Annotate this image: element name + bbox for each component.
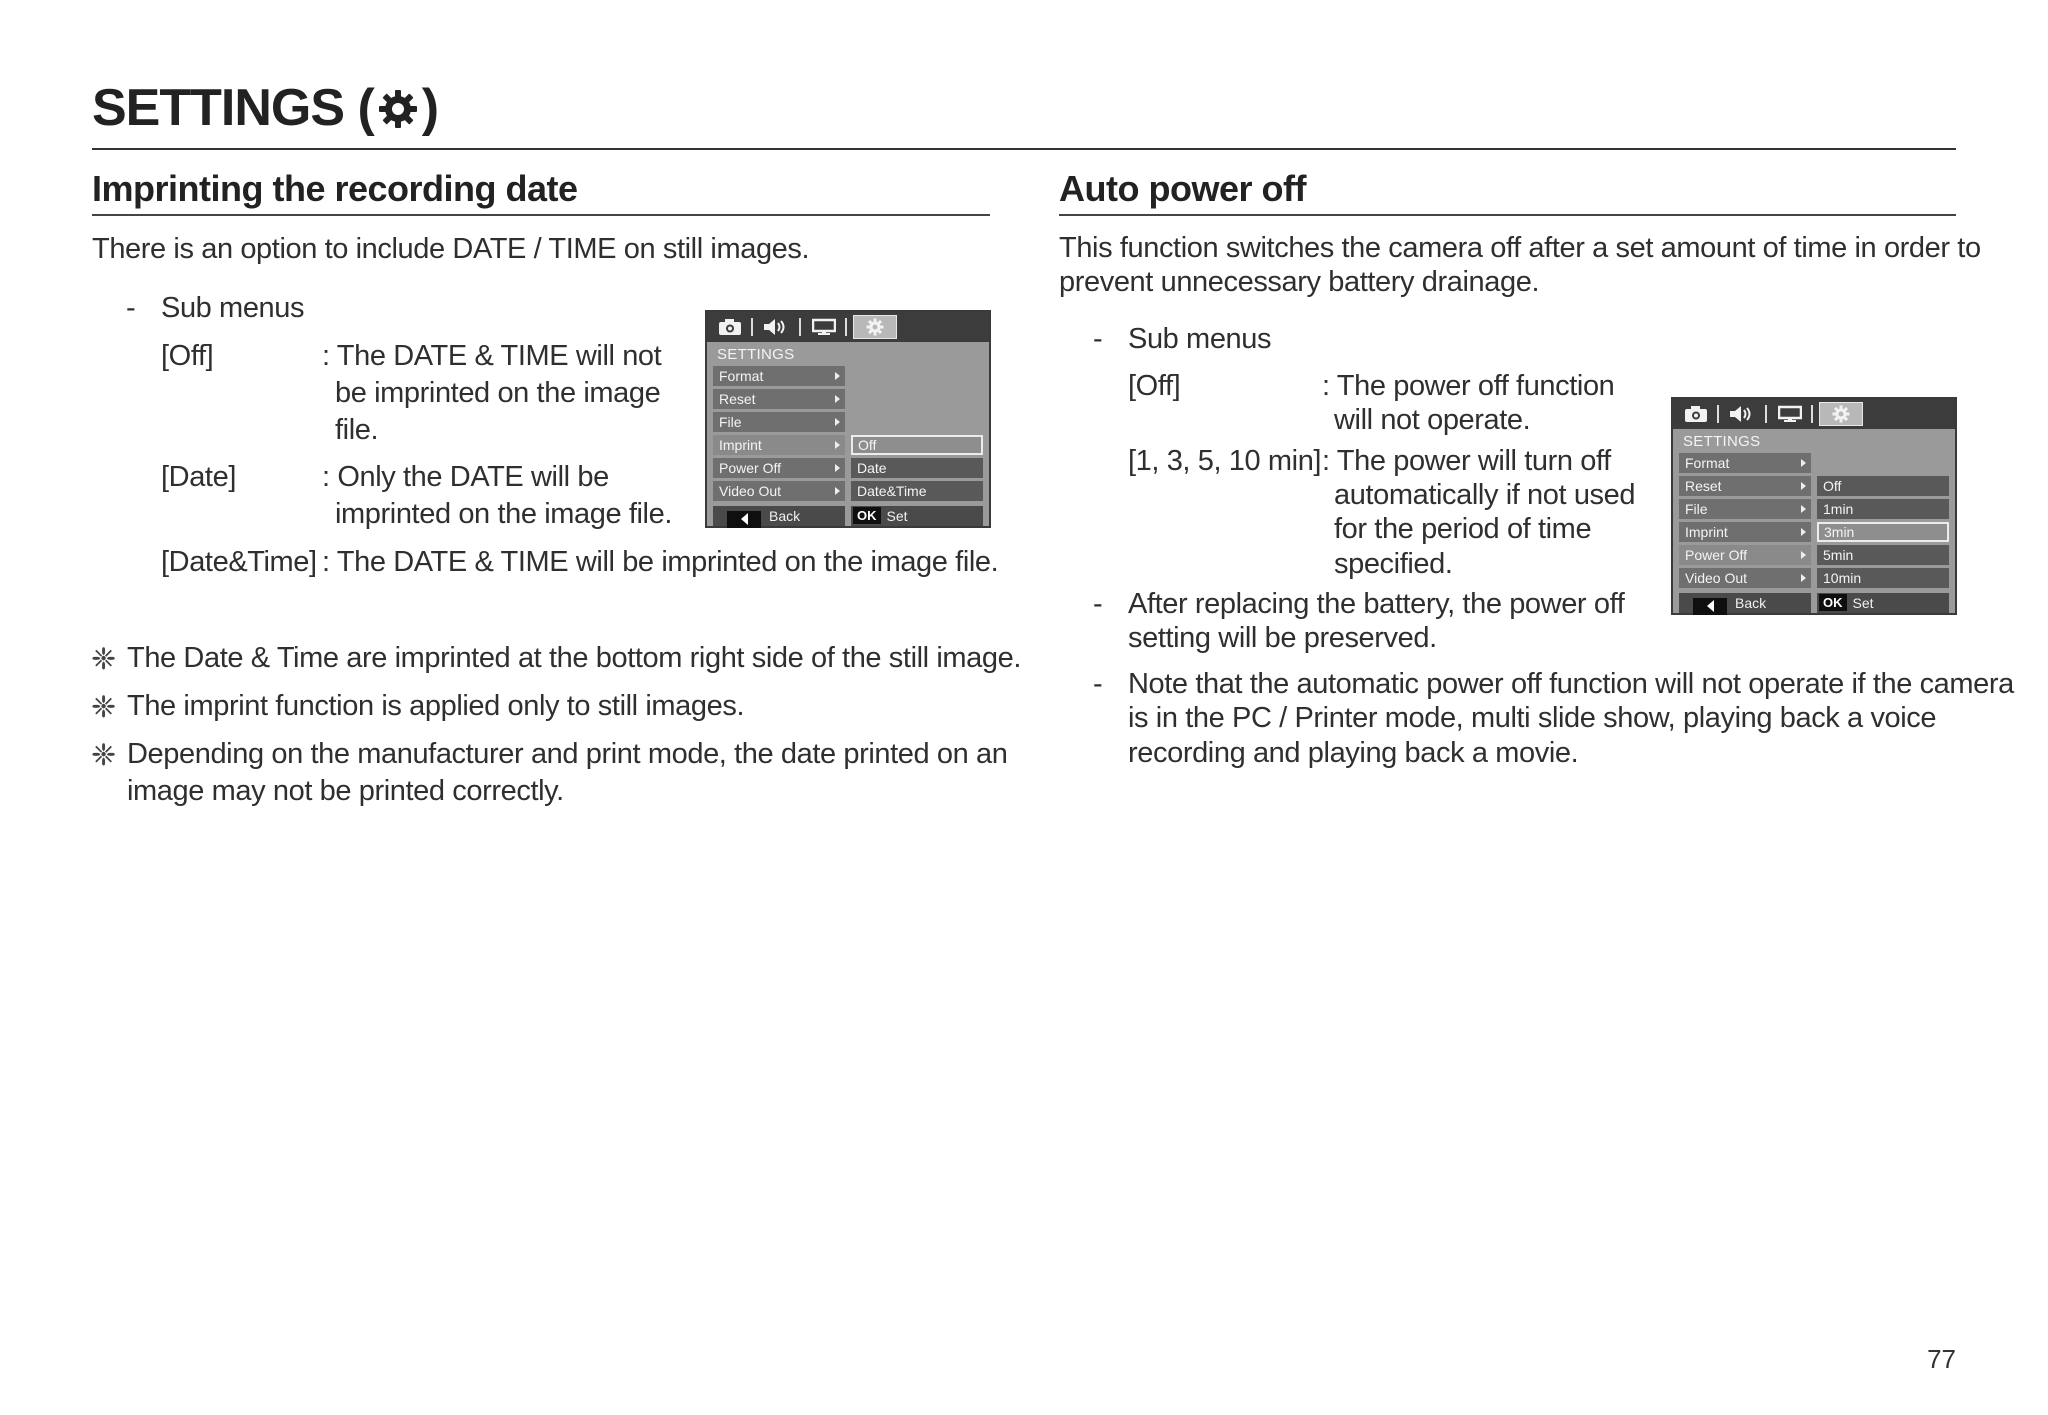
option-desc-date-1: : Only the DATE will be bbox=[322, 461, 609, 493]
tab-separator bbox=[751, 318, 753, 336]
note-1: The Date & Time are imprinted at the bottom right side of the still image. bbox=[127, 642, 1021, 674]
option-off[interactable]: Off bbox=[851, 435, 983, 455]
chevron-right-icon bbox=[1801, 551, 1806, 559]
sound-icon bbox=[1727, 402, 1757, 426]
menu-item-label: Format bbox=[719, 368, 764, 384]
back-label: Back bbox=[769, 508, 801, 524]
settings-gear-icon bbox=[376, 87, 420, 131]
menu-item-file[interactable] bbox=[713, 412, 845, 432]
submenus-dash: - bbox=[126, 292, 136, 324]
bullet-1-line1: After replacing the battery, the power off bbox=[1128, 588, 1625, 620]
power-option-desc-off-1: : The power off function bbox=[1322, 370, 1615, 402]
option-10min[interactable]: 10min bbox=[1817, 568, 1949, 588]
tab-separator bbox=[1717, 405, 1719, 423]
menu-item-power-off[interactable] bbox=[713, 458, 845, 478]
option-key-off: [Off] bbox=[161, 340, 214, 372]
title-divider bbox=[92, 148, 1956, 150]
note-mark-icon: ❈ bbox=[91, 739, 117, 772]
imprint-intro: There is an option to include DATE / TIME on still images. bbox=[92, 233, 810, 265]
ok-key: OK bbox=[1819, 594, 1847, 611]
menu-item-format[interactable] bbox=[1679, 453, 1811, 473]
chevron-right-icon bbox=[835, 418, 840, 426]
power-option-desc-min-4: specified. bbox=[1334, 548, 1453, 580]
chevron-right-icon bbox=[835, 464, 840, 472]
option-desc-date-2: imprinted on the image file. bbox=[335, 498, 672, 530]
power-option-desc-min-1: : The power will turn off bbox=[1322, 445, 1611, 477]
option-1min[interactable]: 1min bbox=[1817, 499, 1949, 519]
chevron-right-icon bbox=[1801, 459, 1806, 467]
submenus-dash: - bbox=[1093, 323, 1103, 355]
menu-item-label: Format bbox=[1685, 455, 1730, 471]
bullet-2-line1: Note that the automatic power off function will not operate if the camera bbox=[1128, 668, 2014, 700]
set-control[interactable] bbox=[851, 506, 983, 526]
menu-item-label: Reset bbox=[719, 391, 756, 407]
note-3-line1: Depending on the manufacturer and print mode, the date printed on an bbox=[127, 738, 1008, 770]
menu-item-label: Reset bbox=[1685, 478, 1722, 494]
option-desc-off-2: be imprinted on the image bbox=[335, 377, 661, 409]
imprint-heading: Imprinting the recording date bbox=[92, 168, 578, 209]
display-icon bbox=[809, 315, 839, 339]
bullet-1-line2: setting will be preserved. bbox=[1128, 622, 1437, 654]
bullet-dash: - bbox=[1093, 588, 1103, 620]
menu-item-label: Video Out bbox=[719, 483, 782, 499]
option-desc-off-1: : The DATE & TIME will not bbox=[322, 340, 662, 372]
left-arrow-icon bbox=[1693, 598, 1727, 615]
tab-separator bbox=[1811, 405, 1813, 423]
menu-item-imprint[interactable] bbox=[1679, 522, 1811, 542]
bullet-2-line2: is in the PC / Printer mode, multi slide show, playing back a voice bbox=[1128, 702, 1937, 734]
menu-item-label: Power Off bbox=[719, 460, 781, 476]
option-5min[interactable]: 5min bbox=[1817, 545, 1949, 565]
menu-item-format[interactable] bbox=[713, 366, 845, 386]
auto-power-off-heading: Auto power off bbox=[1059, 168, 1306, 209]
menu-item-label: Imprint bbox=[1685, 524, 1728, 540]
menu-item-reset[interactable] bbox=[1679, 476, 1811, 496]
submenus-label: Sub menus bbox=[1128, 323, 1272, 355]
menu-header: SETTINGS bbox=[1683, 433, 1761, 450]
imprint-heading-rule bbox=[92, 214, 990, 216]
menu-tab-bar bbox=[707, 312, 989, 342]
power-option-desc-min-3: for the period of time bbox=[1334, 513, 1592, 545]
auto-power-off-intro-2: prevent unnecessary battery drainage. bbox=[1059, 266, 1540, 298]
menu-item-label: File bbox=[719, 414, 742, 430]
menu-item-video-out[interactable] bbox=[1679, 568, 1811, 588]
option-date[interactable]: Date bbox=[851, 458, 983, 478]
camera-menu-screen-imprint bbox=[705, 310, 991, 528]
option-key-date: [Date] bbox=[161, 461, 236, 493]
page-title-suffix: ) bbox=[421, 79, 439, 137]
page-title bbox=[92, 78, 438, 138]
set-control[interactable] bbox=[1817, 593, 1949, 613]
menu-item-label: File bbox=[1685, 501, 1708, 517]
back-control[interactable] bbox=[713, 506, 845, 526]
chevron-right-icon bbox=[835, 441, 840, 449]
settings-gear-icon bbox=[1819, 402, 1863, 426]
auto-power-off-heading-rule bbox=[1059, 214, 1956, 216]
back-control[interactable] bbox=[1679, 593, 1811, 613]
page-title-prefix: SETTINGS ( bbox=[92, 79, 374, 137]
camera-icon bbox=[715, 315, 745, 339]
bullet-2-line3: recording and playing back a movie. bbox=[1128, 737, 1579, 769]
chevron-right-icon bbox=[1801, 574, 1806, 582]
submenus-label: Sub menus bbox=[161, 292, 305, 324]
sound-icon bbox=[761, 315, 791, 339]
option-desc-datetime: : The DATE & TIME will be imprinted on the image file. bbox=[322, 546, 999, 578]
note-3-line2: image may not be printed correctly. bbox=[127, 775, 564, 807]
tab-separator bbox=[1765, 405, 1767, 423]
camera-icon bbox=[1681, 402, 1711, 426]
option-3min[interactable]: 3min bbox=[1817, 522, 1949, 542]
menu-item-power-off[interactable] bbox=[1679, 545, 1811, 565]
menu-header: SETTINGS bbox=[717, 346, 795, 363]
bullet-dash: - bbox=[1093, 668, 1103, 700]
power-option-desc-off-2: will not operate. bbox=[1334, 404, 1531, 436]
tab-separator bbox=[845, 318, 847, 336]
note-mark-icon: ❈ bbox=[91, 643, 117, 676]
menu-item-label: Power Off bbox=[1685, 547, 1747, 563]
power-option-key-off: [Off] bbox=[1128, 370, 1181, 402]
power-option-desc-min-2: automatically if not used bbox=[1334, 479, 1636, 511]
page-number: 77 bbox=[1927, 1344, 1956, 1374]
option-desc-off-3: file. bbox=[335, 414, 379, 446]
menu-item-label: Video Out bbox=[1685, 570, 1748, 586]
option-off[interactable]: Off bbox=[1817, 476, 1949, 496]
chevron-right-icon bbox=[1801, 505, 1806, 513]
left-arrow-icon bbox=[727, 511, 761, 528]
menu-item-video-out[interactable] bbox=[713, 481, 845, 501]
tab-separator bbox=[799, 318, 801, 336]
note-mark-icon: ❈ bbox=[91, 691, 117, 724]
menu-item-imprint[interactable] bbox=[713, 435, 845, 455]
option-date-time[interactable]: Date&Time bbox=[851, 481, 983, 501]
menu-item-label: Imprint bbox=[719, 437, 762, 453]
set-label: Set bbox=[1852, 595, 1874, 611]
chevron-right-icon bbox=[1801, 528, 1806, 536]
back-label: Back bbox=[1735, 595, 1767, 611]
ok-key: OK bbox=[853, 507, 881, 524]
display-icon bbox=[1775, 402, 1805, 426]
menu-item-reset[interactable] bbox=[713, 389, 845, 409]
set-label: Set bbox=[886, 508, 908, 524]
menu-tab-bar bbox=[1673, 399, 1955, 429]
auto-power-off-intro-1: This function switches the camera off after a set amount of time in order to bbox=[1059, 232, 1981, 264]
chevron-right-icon bbox=[835, 487, 840, 495]
chevron-right-icon bbox=[835, 372, 840, 380]
power-option-key-min: [1, 3, 5, 10 min] bbox=[1128, 445, 1322, 477]
note-2: The imprint function is applied only to still images. bbox=[127, 690, 745, 722]
menu-item-file[interactable] bbox=[1679, 499, 1811, 519]
settings-gear-icon bbox=[853, 315, 897, 339]
chevron-right-icon bbox=[835, 395, 840, 403]
camera-menu-screen-power-off bbox=[1671, 397, 1957, 615]
chevron-right-icon bbox=[1801, 482, 1806, 490]
option-key-datetime: [Date&Time] bbox=[161, 546, 317, 578]
